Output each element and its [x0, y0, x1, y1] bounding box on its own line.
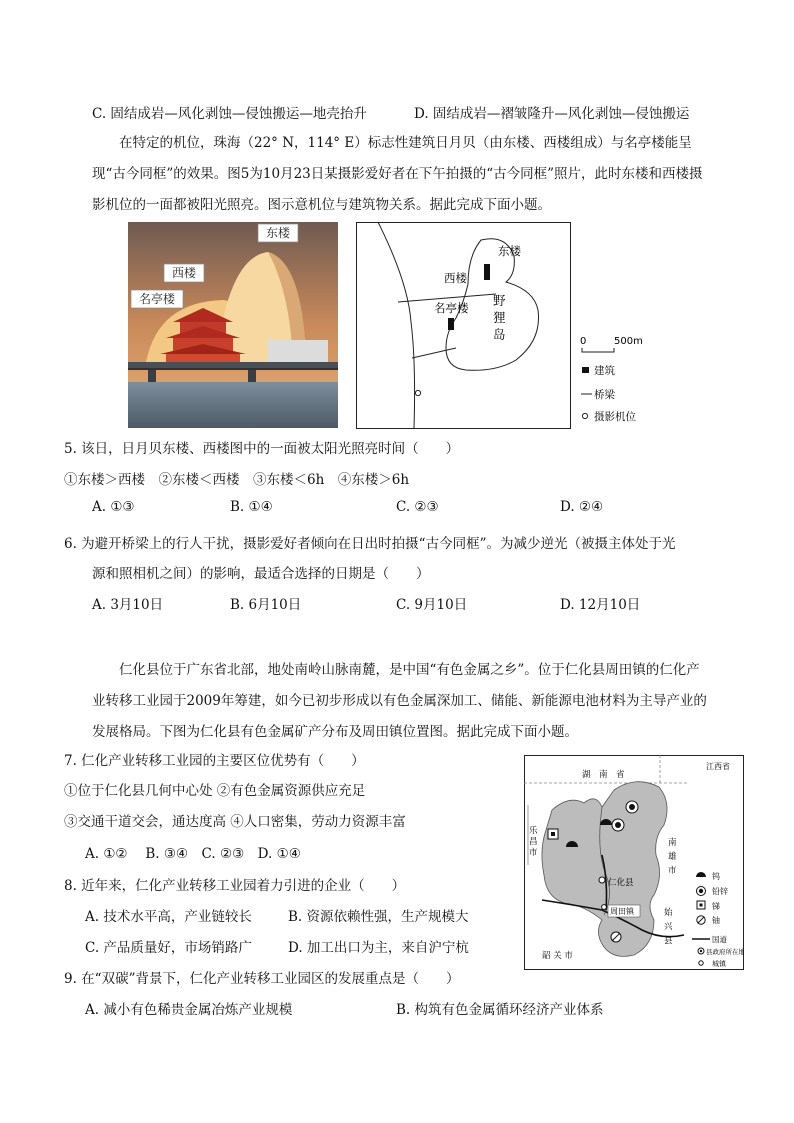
q5-option-c[interactable]: C. ②③	[396, 499, 439, 515]
map2-legend-seat: 县政府所在地	[706, 948, 744, 956]
q4-option-d: D. 固结成岩—褶皱隆升—风化剥蚀—侵蚀搬运	[414, 106, 690, 122]
map1-label-pavilion: 名亭楼	[434, 301, 469, 315]
map2-legend-tungsten: 钨	[712, 872, 720, 881]
map1-scale-zero: 0	[580, 336, 587, 347]
q8-option-c[interactable]: C. 产品质量好，市场销路广	[85, 940, 252, 956]
q5-choices: ①东楼＞西楼 ②东楼＜西楼 ③东楼＜6h ④东楼＞6h	[64, 472, 410, 488]
q7-options[interactable]: A. ①② B. ③④ C. ②③ D. ①④	[85, 846, 301, 862]
map2-label-hunan: 湖 南 省	[582, 770, 625, 780]
q7-stem: 7. 仁化产业转移工业园的主要区位优势有（ ）	[64, 753, 365, 769]
map2-legend-uranium: 铀	[712, 916, 720, 925]
map2-label-renhua: 仁化县	[608, 878, 634, 888]
photo-ancient-modern	[128, 222, 338, 428]
map2-label-jiangxi: 江西省	[706, 762, 730, 771]
map-camera-building	[356, 222, 656, 432]
map2-label-nanxiong-3: 市	[668, 866, 677, 876]
map1-legend-bridge: 桥梁	[594, 389, 615, 401]
q8-stem: 8. 近年来，仁化产业转移工业园着力引进的企业（ ）	[64, 878, 406, 894]
q5-option-d[interactable]: D. ②④	[560, 499, 604, 515]
q9-option-a[interactable]: A. 减小有色稀贵金属冶炼产业规模	[85, 1002, 293, 1018]
map2-label-shixing-3: 县	[664, 936, 673, 946]
q7-choice-line2: ③交通干道交会，通达度高 ④人口密集，劳动力资源丰富	[64, 814, 406, 830]
passage-renhua: 仁化县位于广东省北部，地处南岭山脉南麓，是中国“有色金属之乡”。位于仁化县周田镇的仁化产业转移工业园于2009年筹建，如今已初步形成以有色金属深加工、储能、新能源电池材料为主导产业的发展格局。下图为仁化县有色金属矿产分布及周田镇位置图。据此完成下面小题。	[92, 662, 707, 740]
map2-label-shaoguan: 韶 关 市	[542, 951, 573, 961]
map1-legend-building: 建筑	[594, 365, 615, 377]
q9-stem: 9. 在“双碳”背景下，仁化产业转移工业园区的发展重点是（ ）	[64, 971, 460, 987]
map2-label-zhoutian: 周田镇	[610, 907, 634, 916]
q6-stem-line1: 6. 为避开桥梁上的行人干扰，摄影爱好者倾向在日出时拍摄“古今同框”。为减少逆光（被摄主体处于光	[64, 536, 676, 552]
q6-option-b[interactable]: B. 6月10日	[230, 597, 302, 613]
q6-option-c[interactable]: C. 9月10日	[396, 597, 468, 613]
map2-legend-town: 城镇	[712, 960, 726, 968]
q8-option-d[interactable]: D. 加工出口为主，来自沪宁杭	[288, 940, 469, 956]
map1-scale-value: 500m	[614, 336, 643, 347]
map2-legend-highway: 国道	[712, 935, 727, 944]
map2-label-nanxiong-2: 雄	[668, 852, 677, 862]
map1-label-island-3: 岛	[493, 327, 506, 342]
photo-drawing	[128, 222, 338, 428]
q7-choice-line1: ①位于仁化县几何中心处 ②有色金属资源供应充足	[64, 783, 366, 799]
q5-option-a[interactable]: A. ①③	[92, 499, 135, 515]
map1-legend-camera: 摄影机位	[594, 411, 636, 423]
map-renhua-minerals	[524, 755, 744, 970]
map2-drawing	[524, 755, 744, 970]
q6-option-a[interactable]: A. 3月10日	[92, 597, 164, 613]
q4-option-c: C. 固结成岩—风化剥蚀—侵蚀搬运—地壳抬升	[92, 106, 367, 122]
map1-label-island-2: 狸	[493, 310, 506, 325]
map2-label-shixing-1: 始	[664, 908, 673, 918]
q6-option-d[interactable]: D. 12月10日	[560, 597, 641, 613]
map2-label-lechang-1: 乐	[529, 826, 538, 836]
q9-option-b[interactable]: B. 构筑有色金属循环经济产业体系	[396, 1002, 604, 1018]
map2-label-lechang-3: 市	[529, 848, 538, 858]
q8-option-a[interactable]: A. 技术水平高，产业链较长	[85, 909, 252, 925]
map2-legend-leadzinc: 铅锌	[712, 887, 728, 896]
q5-stem: 5. 该日，日月贝东楼、西楼图中的一面被太阳光照亮时间（ ）	[64, 441, 460, 457]
map1-label-island-1: 野	[493, 293, 506, 308]
photo-label-west: 西楼	[171, 266, 197, 280]
passage-zhuhai: 在特定的机位，珠海（22° N，114° E）标志性建筑日月贝（由东楼、西楼组成）与名亭楼能呈现“古今同框”的效果。图5为10月23日某摄影爱好者在下午拍摄的“古今同框”照片，此时东楼和西楼摄影机位的一面都被阳光照亮。图示意机位与建筑物关系。据此完成下面小题。	[92, 135, 703, 213]
q6-stem-line2: 源和照相机之间）的影响，最适合选择的日期是（ ）	[92, 566, 430, 582]
map2-label-lechang-2: 昌	[529, 837, 538, 847]
map2-label-nanxiong-1: 南	[668, 838, 677, 848]
map1-drawing	[356, 222, 656, 432]
map1-label-west: 西楼	[444, 271, 467, 285]
photo-label-pavilion: 名亭楼	[138, 292, 176, 306]
map2-legend-antimony: 锑	[712, 902, 720, 911]
q8-option-b[interactable]: B. 资源依赖性强，生产规模大	[288, 909, 469, 925]
map1-label-east: 东楼	[498, 244, 521, 258]
photo-label-east: 东楼	[265, 226, 291, 240]
map2-label-shixing-2: 兴	[664, 922, 673, 932]
q5-option-b[interactable]: B. ①④	[230, 499, 273, 515]
